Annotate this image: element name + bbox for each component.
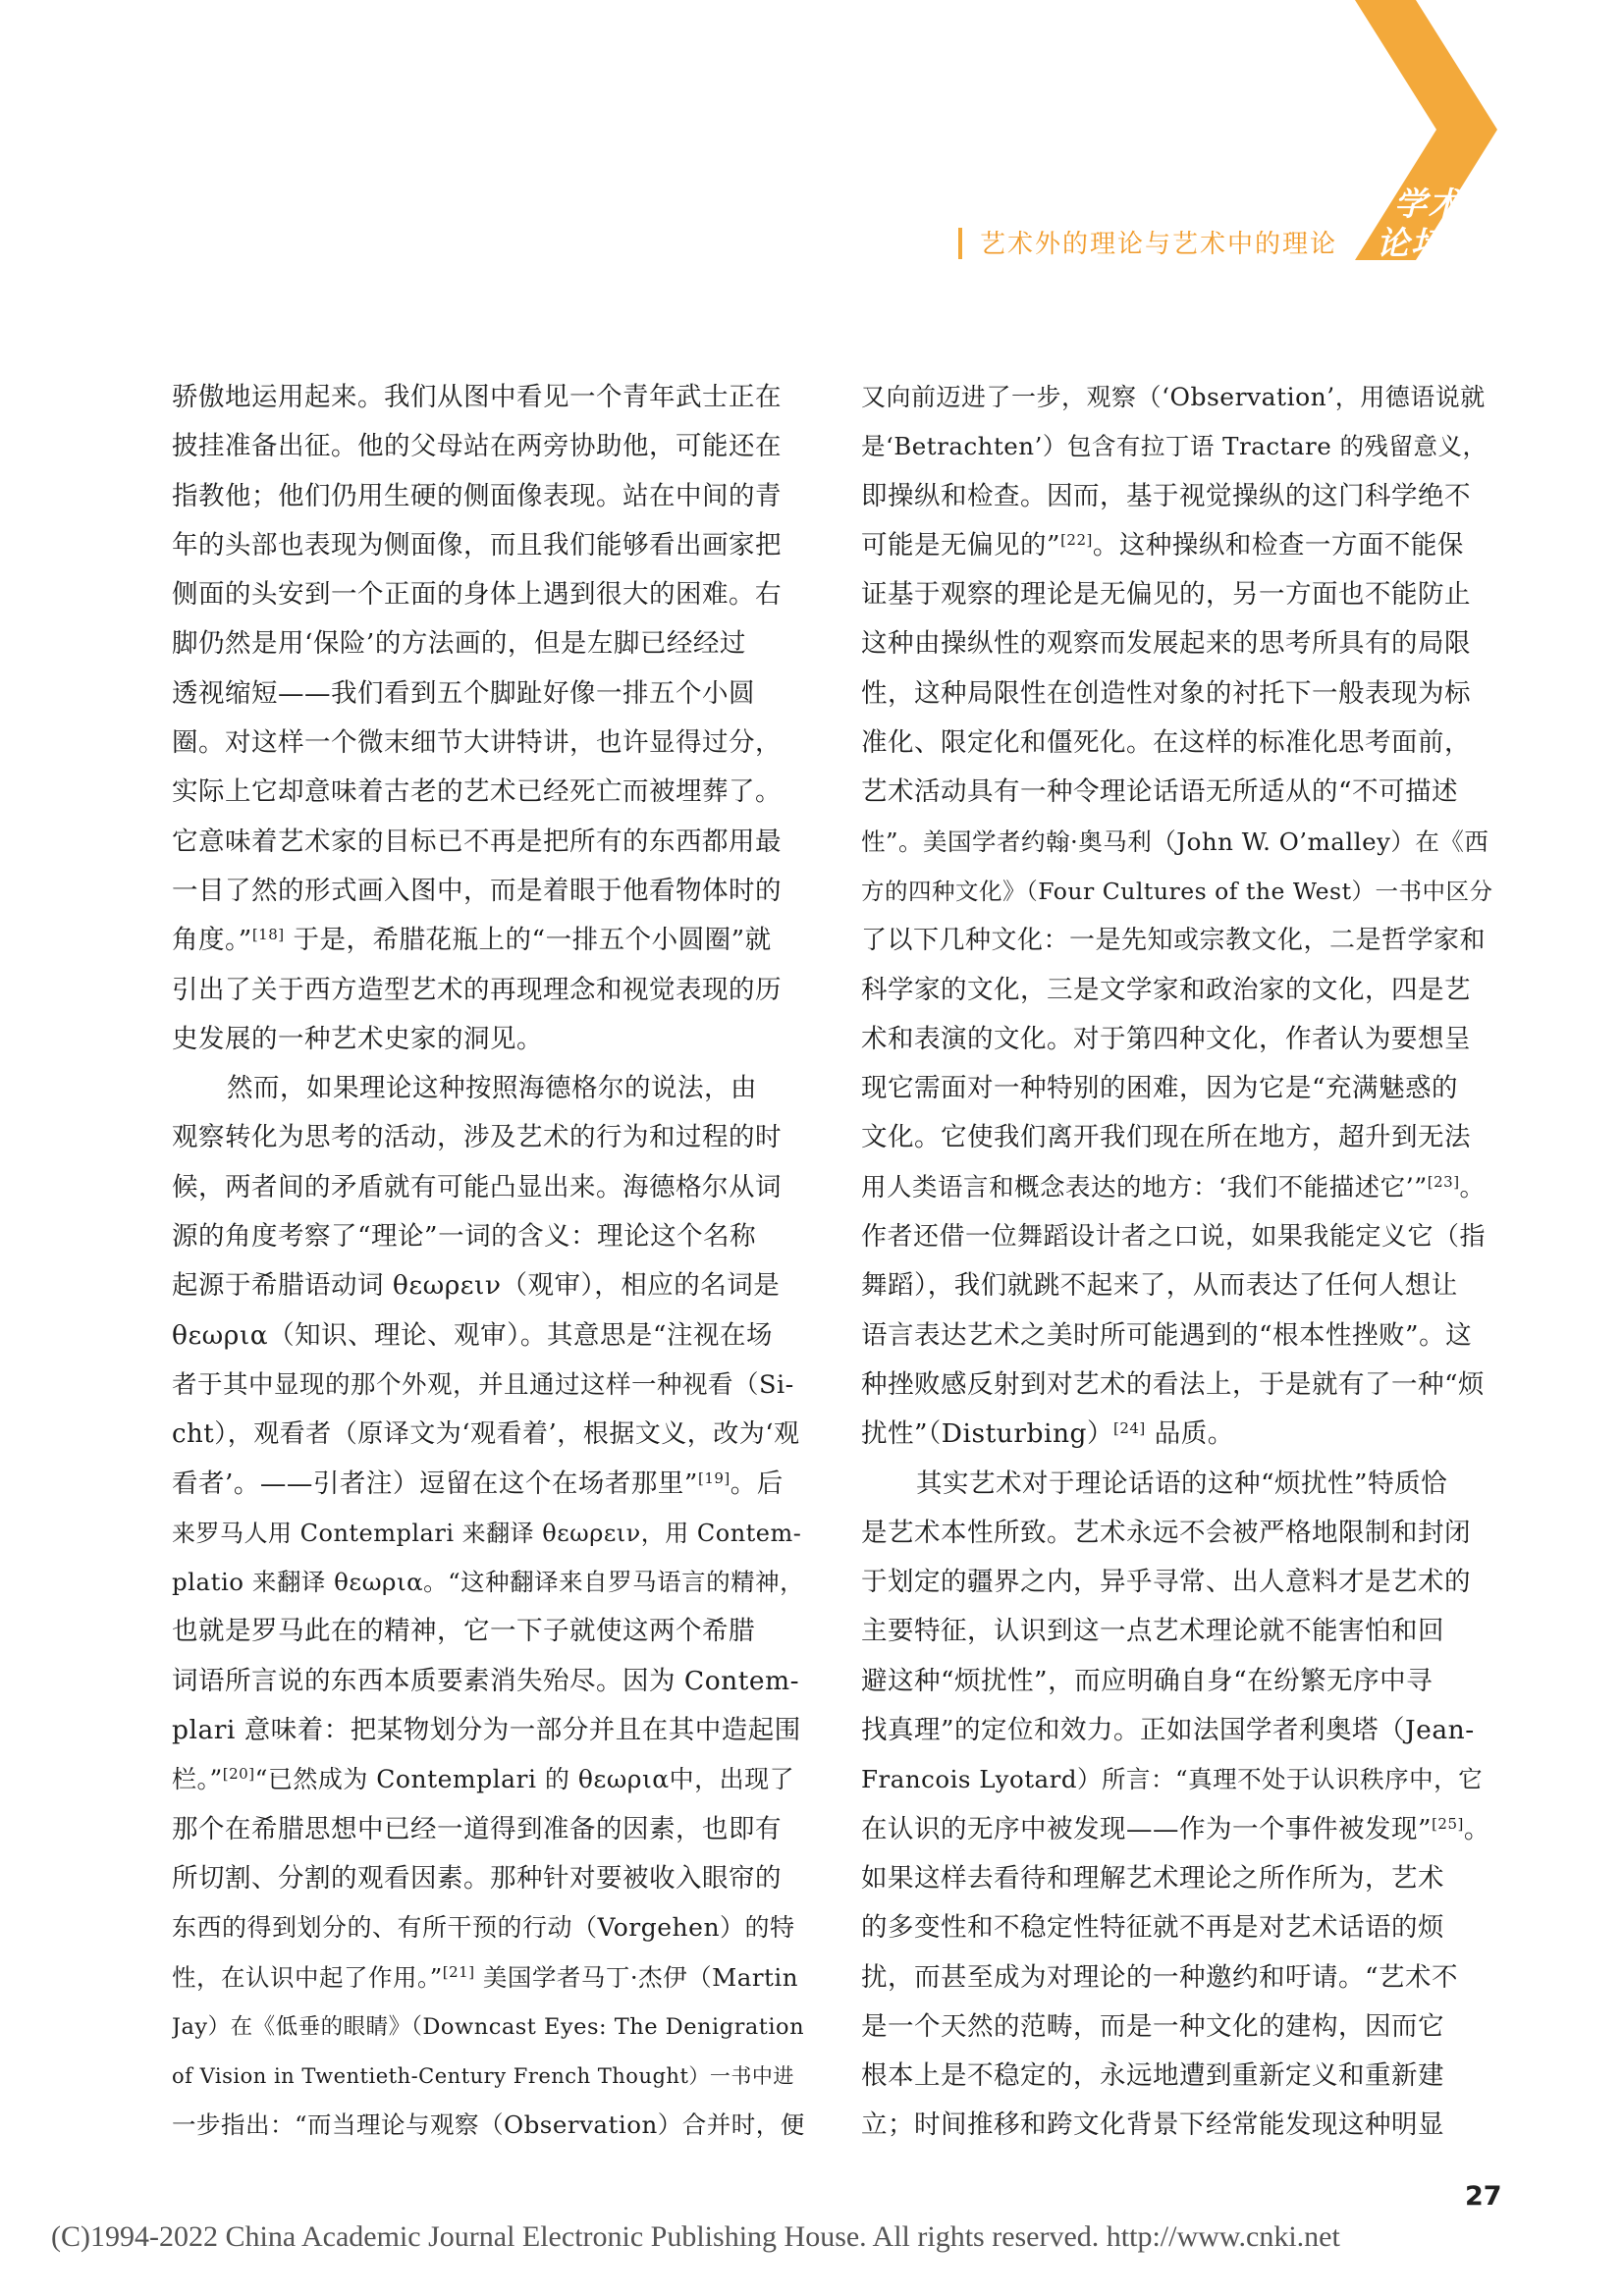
line-text: 词语所言说的东西本质要素消失殆尽。因为 Contem- xyxy=(172,1665,800,1696)
line-text: 者于其中显现的那个外观，并且通过这样一种视看（Si- xyxy=(172,1369,794,1400)
citation-ref: [18] xyxy=(251,926,285,944)
line-text: 看者’。——引者注）逗留在这个在场者那里” xyxy=(172,1468,698,1499)
line-text: 了以下几种文化：一是先知或宗教文化，二是哲学家和 xyxy=(861,926,1487,956)
text-line xyxy=(861,1509,1494,1558)
text-line xyxy=(861,1558,1494,1607)
line-text-continued: 。 xyxy=(1459,1172,1486,1202)
text-line xyxy=(861,1311,1494,1361)
text-line xyxy=(861,818,1494,867)
text-line xyxy=(172,1509,805,1558)
line-text: 证基于观察的理论是无偏见的，另一方面也不能防止 xyxy=(861,579,1471,611)
line-text: 实际上它却意味着古老的艺术已经死亡而被埋葬了。 xyxy=(172,776,782,808)
line-text: 种挫败感反射到对艺术的看法上，于是就有了一种“烦 xyxy=(861,1368,1486,1400)
line-text: 也就是罗马此在的精神，它一下子就使这两个希腊 xyxy=(172,1616,755,1647)
line-text: 披挂准备出征。他的父母站在两旁协助他，可能还在 xyxy=(172,431,782,462)
line-text: cht），观看者（原译文为‘观看着’，根据文义，改为‘观 xyxy=(172,1419,800,1450)
line-text-continued: 品质。 xyxy=(1145,1418,1234,1450)
line-text: 可能是无偏见的” xyxy=(861,529,1061,561)
line-text: 立；时间推移和跨文化背景下经常能发现这种明显 xyxy=(861,2109,1444,2141)
line-text: 如果这样去看待和理解艺术理论之所作所为，艺术 xyxy=(861,1862,1444,1894)
left-text-column xyxy=(172,373,805,2151)
text-line xyxy=(861,373,1494,422)
text-line xyxy=(172,1755,805,1804)
text-line xyxy=(861,1212,1494,1261)
line-text: 又向前迈进了一步，观察（‘Observation’，用德语说就 xyxy=(861,383,1486,411)
line-text: 骄傲地运用起来。我们从图中看见一个青年武士正在 xyxy=(172,382,782,412)
text-line xyxy=(861,1903,1494,1952)
line-text: 引出了关于西方造型艺术的再现理念和视觉表现的历 xyxy=(172,974,782,1005)
text-line xyxy=(172,1212,805,1261)
line-text: 性，在认识中起了作用。” xyxy=(172,1962,443,1992)
text-line xyxy=(172,1953,805,2002)
citation-ref: [20] xyxy=(222,1765,255,1784)
line-text: 语言表达艺术之美时所可能遇到的“根本性挫败”。这 xyxy=(861,1319,1473,1351)
text-line xyxy=(172,2052,805,2101)
text-line xyxy=(172,1113,805,1162)
text-line xyxy=(172,1361,805,1410)
line-text: 找真理”的定位和效力。正如法国学者利奥塔（Jean- xyxy=(861,1715,1475,1746)
text-line xyxy=(861,669,1494,719)
line-text: 那个在希腊思想中已经一道得到准备的因素，也即有 xyxy=(172,1813,782,1844)
line-text: of Vision in Twentieth-Century French Thought）一书中进 xyxy=(172,2064,794,2089)
line-text: 是‘Betrachten’）包含有拉丁语 Tractare 的残留意义， xyxy=(861,432,1488,461)
line-text-continued: 。 xyxy=(1463,1813,1490,1844)
text-line xyxy=(861,916,1494,965)
line-text: 避这种“烦扰性”，而应明确自身“在纷繁无序中寻 xyxy=(861,1665,1434,1696)
citation-ref: [22] xyxy=(1060,530,1093,549)
line-text: 史发展的一种艺术史家的洞见。 xyxy=(172,1023,543,1054)
line-text: 其实艺术对于理论话语的这种“烦扰性”特质恰 xyxy=(916,1468,1448,1499)
line-text: 源的角度考察了“理论”一词的含义：理论这个名称 xyxy=(172,1221,757,1253)
line-text: 角度。” xyxy=(172,925,252,956)
copyright-notice: (C)1994-2022 China Academic Journal Electronic Publishing House. All rights reserved. http://www.cnki.net xyxy=(51,2220,1340,2253)
line-text: 术和表演的文化。对于第四种文化，作者认为要想呈 xyxy=(861,1023,1471,1054)
text-line xyxy=(861,1854,1494,1903)
line-text: Jay）在《低垂的眼睛》（Downcast Eyes: The Denigration xyxy=(172,2013,805,2040)
line-text: 它意味着艺术家的目标已不再是把所有的东西都用最 xyxy=(172,826,782,857)
text-line xyxy=(172,1607,805,1656)
text-line xyxy=(172,1163,805,1212)
text-line xyxy=(172,1261,805,1310)
line-text: 根本上是不稳定的，永远地遭到重新定义和重新建 xyxy=(861,2060,1444,2092)
text-line xyxy=(172,472,805,521)
line-text: 性”。美国学者约翰·奥马利（John W. O’malley）在《西 xyxy=(861,827,1489,856)
line-text: 用人类语言和概念表达的地方：‘我们不能描述它’” xyxy=(861,1172,1428,1202)
line-text: 准化、限定化和僵死化。在这样的标准化思考面前， xyxy=(861,727,1471,759)
text-line xyxy=(172,966,805,1015)
line-text: 指教他；他们仍用生硬的侧面像表现。站在中间的青 xyxy=(172,480,782,511)
text-line xyxy=(861,1015,1494,1064)
line-text: 侧面的头安到一个正面的身体上遇到很大的困难。右 xyxy=(172,579,782,611)
text-line xyxy=(861,1064,1494,1113)
citation-ref: [24] xyxy=(1112,1419,1146,1438)
text-line xyxy=(172,916,805,965)
text-line xyxy=(861,1805,1494,1854)
line-text: platio 来翻译 θεωρια。“这种翻译来自罗马语言的精神， xyxy=(172,1568,805,1597)
line-text: 一步指出：“而当理论与观察（Observation）合并时，便 xyxy=(172,2110,805,2140)
text-line xyxy=(861,1460,1494,1509)
text-line xyxy=(172,1460,805,1509)
text-line xyxy=(172,2101,805,2150)
line-text-continued: 美国学者马丁·杰伊（Martin xyxy=(474,1962,799,1992)
header-accent-bar xyxy=(958,228,962,259)
text-line xyxy=(172,1015,805,1064)
citation-ref: [21] xyxy=(442,1962,475,1981)
text-line xyxy=(861,966,1494,1015)
text-line xyxy=(172,1064,805,1113)
line-text: 方的四种文化》（Four Cultures of the West）一书中区分 xyxy=(861,877,1493,905)
text-line xyxy=(172,768,805,817)
text-line xyxy=(172,373,805,422)
text-line xyxy=(172,422,805,471)
text-line xyxy=(861,867,1494,916)
text-line xyxy=(172,1558,805,1607)
line-text: 这种由操纵性的观察而发展起来的思考所具有的局限 xyxy=(861,628,1471,660)
text-line xyxy=(172,1657,805,1706)
line-text: θεωρια（知识、理论、观审）。其意思是“注视在场 xyxy=(172,1319,773,1351)
column-name-line1: 学术 xyxy=(1394,185,1463,223)
text-line xyxy=(861,2101,1494,2150)
text-line xyxy=(861,2002,1494,2052)
right-text-column xyxy=(861,373,1494,2151)
text-line xyxy=(172,521,805,570)
line-text: 所切割、分割的观看因素。那种针对要被收入眼帘的 xyxy=(172,1862,782,1894)
text-line xyxy=(861,1755,1494,1804)
line-text: 现它需面对一种特别的困难，因为它是“充满魅惑的 xyxy=(861,1073,1459,1104)
text-line xyxy=(172,867,805,916)
line-text: 作者还借一位舞蹈设计者之口说，如果我能定义它（指 xyxy=(861,1222,1487,1253)
text-line xyxy=(172,818,805,867)
line-text: 于划定的疆界之内，异乎寻常、出人意料才是艺术的 xyxy=(861,1567,1471,1598)
text-line xyxy=(861,1163,1494,1212)
line-text: 圈。对这样一个微末细节大讲特讲，也许显得过分， xyxy=(172,727,782,759)
text-line xyxy=(172,669,805,719)
text-line xyxy=(861,1706,1494,1755)
line-text: 是艺术本性所致。艺术永远不会被严格地限制和封闭 xyxy=(861,1517,1471,1548)
line-text: 年的头部也表现为侧面像，而且我们能够看出画家把 xyxy=(172,529,782,561)
citation-ref: [25] xyxy=(1432,1814,1464,1833)
line-text: 扰性”（Disturbing） xyxy=(861,1418,1113,1450)
line-text: 一目了然的形式画入图中，而是着眼于他看物体时的 xyxy=(172,875,782,906)
text-line xyxy=(172,1706,805,1755)
line-text: 是一个天然的范畴，而是一种文化的建构，因而它 xyxy=(861,2010,1444,2042)
text-line xyxy=(861,1657,1494,1706)
line-text: 性，这种局限性在创造性对象的衬托下一般表现为标 xyxy=(861,677,1471,709)
line-text-continued: 。后 xyxy=(730,1468,784,1499)
text-line xyxy=(172,1311,805,1361)
text-line xyxy=(172,570,805,619)
line-text: 舞蹈），我们就跳不起来了，从而表达了任何人想让 xyxy=(861,1270,1458,1302)
line-text: 栏。” xyxy=(172,1765,223,1794)
line-text: 东西的得到划分的、有所干预的行动（Vorgehen）的特 xyxy=(172,1913,795,1943)
text-line xyxy=(861,521,1494,570)
text-line xyxy=(172,1410,805,1459)
line-text: 主要特征，认识到这一点艺术理论就不能害怕和回 xyxy=(861,1616,1444,1647)
line-text: 在认识的无序中被发现——作为一个事件被发现” xyxy=(861,1813,1433,1844)
text-line xyxy=(861,1113,1494,1162)
line-text: 即操纵和检查。因而，基于视觉操纵的这门科学绝不 xyxy=(861,480,1471,511)
text-line xyxy=(172,719,805,768)
text-line xyxy=(861,570,1494,619)
line-text: 科学家的文化，三是文学家和政治家的文化，四是艺 xyxy=(861,974,1471,1005)
text-line xyxy=(861,619,1494,668)
line-text: 透视缩短——我们看到五个脚趾好像一排五个小圆 xyxy=(172,677,755,709)
line-text: plari 意味着：把某物划分为一部分并且在其中造起围 xyxy=(172,1715,801,1746)
line-text-continued: “已然成为 Contemplari 的 θεωρια中，出现了 xyxy=(254,1765,795,1794)
line-text: 来罗马人用 Contemplari 来翻译 θεωρειν，用 Contem- xyxy=(172,1519,802,1547)
text-line xyxy=(861,472,1494,521)
text-line xyxy=(861,768,1494,817)
citation-ref: [23] xyxy=(1427,1172,1460,1191)
line-text: 候，两者间的矛盾就有可能凸显出来。海德格尔从词 xyxy=(172,1171,782,1202)
text-line xyxy=(861,1953,1494,2002)
text-line xyxy=(172,1854,805,1903)
text-line xyxy=(861,1607,1494,1656)
line-text: 起源于希腊语动词 θεωρειν（观审），相应的名词是 xyxy=(172,1270,781,1302)
text-line xyxy=(172,2002,805,2052)
line-text-continued: 。这种操纵和检查一方面不能保 xyxy=(1092,529,1464,561)
text-line xyxy=(861,1410,1494,1459)
citation-ref: [19] xyxy=(697,1468,730,1487)
line-text: 然而，如果理论这种按照海德格尔的说法，由 xyxy=(227,1073,757,1104)
text-line xyxy=(861,1261,1494,1310)
line-text: 的多变性和不稳定性特征就不再是对艺术话语的烦 xyxy=(861,1912,1444,1944)
line-text-continued: 于是，希腊花瓶上的“一排五个小圆圈”就 xyxy=(284,925,772,956)
text-line xyxy=(172,1903,805,1952)
line-text: 扰，而甚至成为对理论的一种邀约和吁请。“艺术不 xyxy=(861,1961,1459,1993)
text-line xyxy=(861,422,1494,471)
line-text: 艺术活动具有一种令理论话语无所适从的“不可描述 xyxy=(861,776,1459,808)
column-name-line2: 论坛 xyxy=(1377,224,1445,262)
text-line xyxy=(172,1805,805,1854)
page-number: 27 xyxy=(1465,2181,1502,2212)
line-text: 观察转化为思考的活动，涉及艺术的行为和过程的时 xyxy=(172,1122,782,1153)
line-text: 文化。它使我们离开我们现在所在地方，超升到无法 xyxy=(861,1122,1471,1153)
text-line xyxy=(861,1361,1494,1410)
text-line xyxy=(861,2052,1494,2101)
line-text: 脚仍然是用‘保险’的方法画的，但是左脚已经经过 xyxy=(172,628,746,660)
text-line xyxy=(861,719,1494,768)
line-text: Francois Lyotard）所言：“真理不处于认识秩序中，它 xyxy=(861,1765,1484,1794)
running-header-title: 艺术外的理论与艺术中的理论 xyxy=(980,230,1338,259)
text-line xyxy=(172,619,805,668)
